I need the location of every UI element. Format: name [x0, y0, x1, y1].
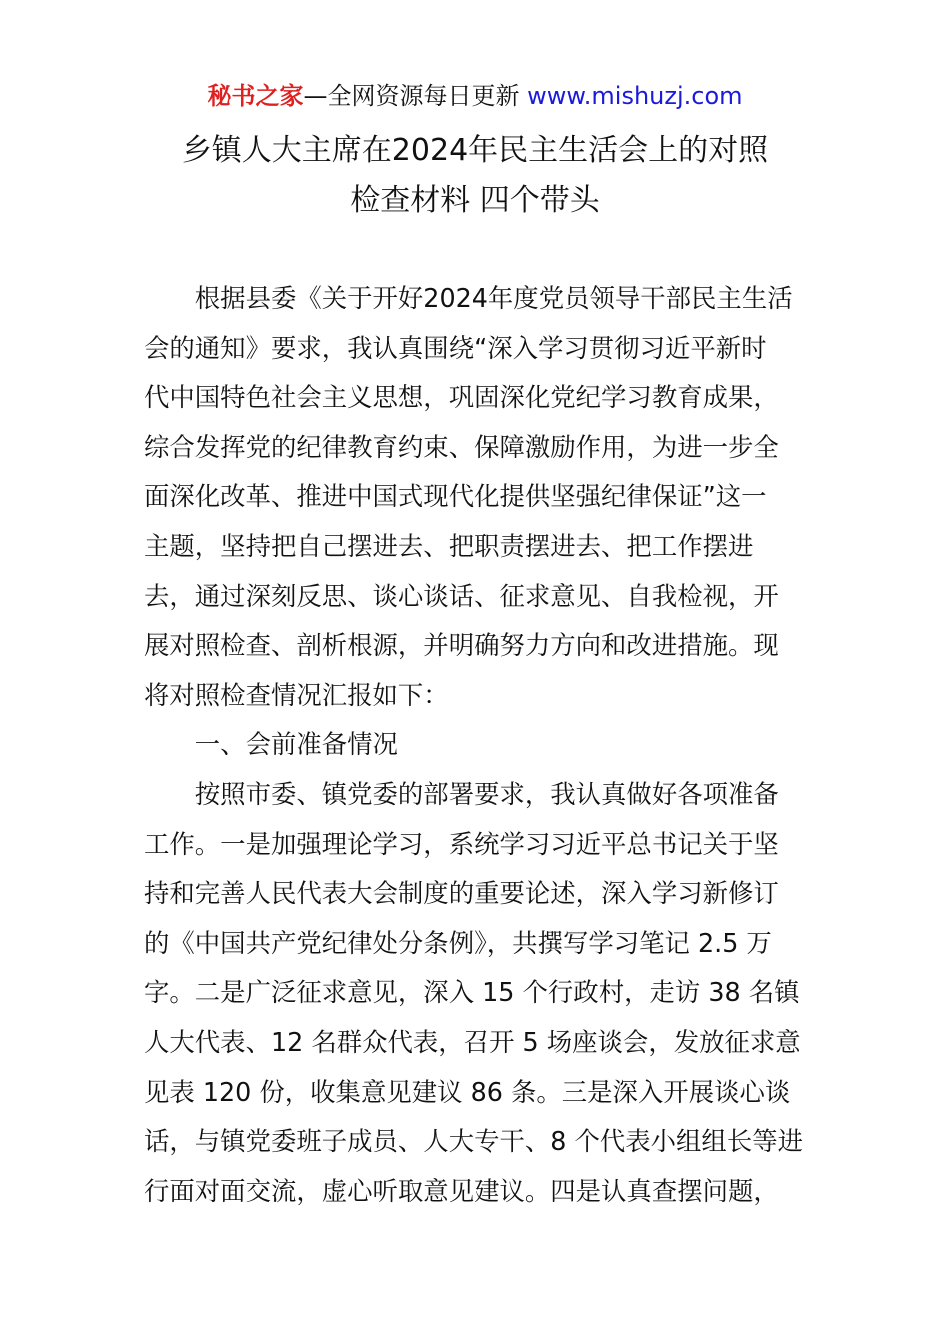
body-line: 根据县委《关于开好2024年度党员领导干部民主生活: [144, 283, 793, 313]
body-line: 面深化改革、推进中国式现代化提供坚强纪律保证”这一: [144, 481, 767, 512]
body-line: 会的通知》要求，我认真围绕“深入学习贯彻习近平新时: [144, 332, 767, 363]
body-line: 见表 120 份，收集意见建议 86 条。三是深入开展谈心谈: [144, 1076, 791, 1107]
document-title: [0, 126, 950, 225]
body-line: 将对照检查情况汇报如下：: [144, 679, 449, 710]
body-line: 字。二是广泛征求意见，深入 15 个行政村，走访 38 名镇: [144, 977, 800, 1008]
body-line: 持和完善人民代表大会制度的重要论述，深入学习新修订: [144, 878, 779, 909]
body-line: 主题，坚持把自己摆进去、把职责摆进去、把工作摆进: [144, 530, 754, 561]
title-line-1: 乡镇人大主席在2024年民主生活会上的对照: [181, 133, 769, 168]
site-header: [0, 80, 950, 112]
body-line: 去，通过深刻反思、谈心谈话、征求意见、自我检视，开: [144, 580, 779, 611]
body-line: 代中国特色社会主义思想，巩固深化党纪学习教育成果，: [144, 382, 779, 413]
body-line: 按照市委、镇党委的部署要求，我认真做好各项准备: [144, 778, 779, 809]
body-line: 的《中国共产党纪律处分条例》，共撰写学习笔记 2.5 万: [144, 927, 772, 958]
section-heading: 一、会前准备情况: [144, 729, 398, 760]
site-tagline: —全网资源每日更新: [303, 82, 528, 110]
document-body: [144, 274, 806, 1216]
title-line-2: 检查材料 四个带头: [350, 182, 600, 218]
site-url-link[interactable]: www.mishuzj.com: [527, 82, 743, 110]
body-line: 综合发挥党的纪律教育约束、保障激励作用，为进一步全: [144, 431, 779, 462]
body-line: 工作。一是加强理论学习，系统学习习近平总书记关于坚: [144, 828, 779, 859]
body-line: 展对照检查、剖析根源，并明确努力方向和改进措施。现: [144, 630, 779, 661]
body-line: 行面对面交流，虚心听取意见建议。四是认真查摆问题，: [144, 1175, 779, 1206]
body-line: 话，与镇党委班子成员、人大专干、8 个代表小组组长等进: [144, 1126, 803, 1157]
brand-name: 秘书之家: [207, 82, 304, 110]
body-line: 人大代表、12 名群众代表，召开 5 场座谈会，发放征求意: [144, 1026, 801, 1057]
